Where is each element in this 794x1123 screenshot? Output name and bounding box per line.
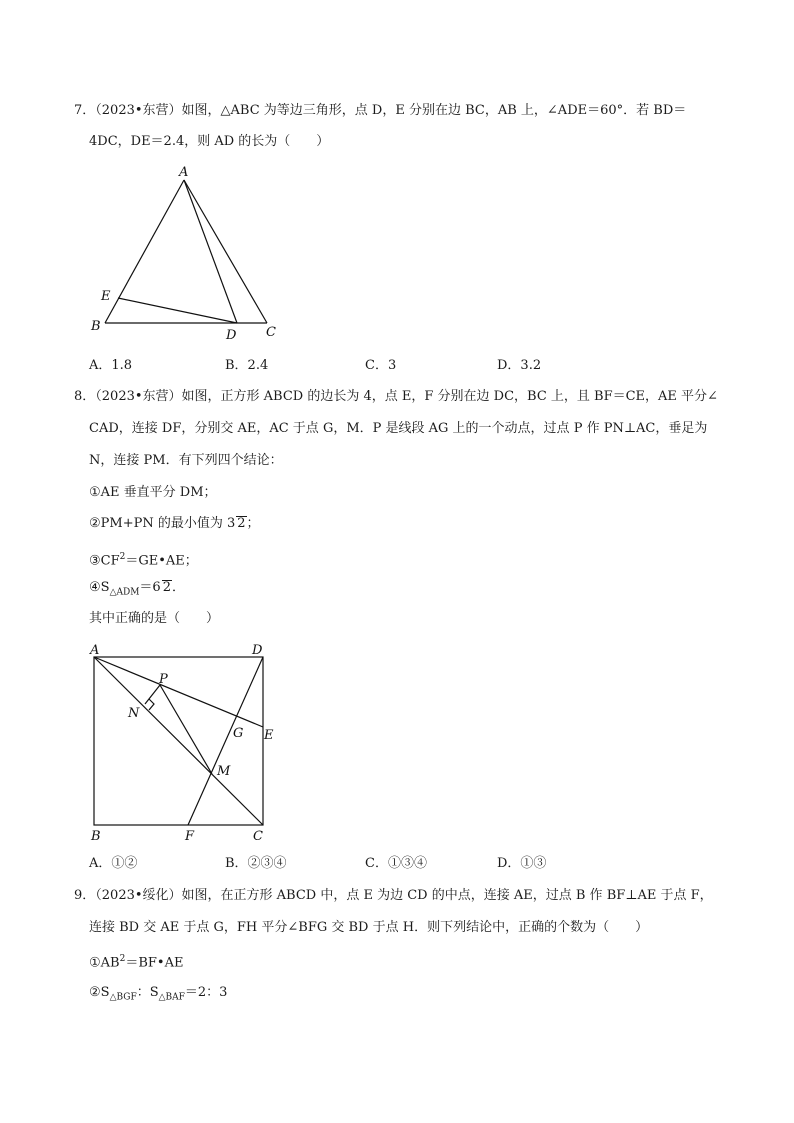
q9-text-line-1: 9．（2023•绥化）如图，在正方形 ABCD 中，点 E 为边 CD 的中点，连接 AE，过点 B 作 BF⊥AE 于点 F， [74,888,713,903]
q8-label-d: D [252,643,263,658]
q8-label-p: P [159,672,168,687]
q7-option-b[interactable]: B．2.4 [225,358,269,373]
q8-option-c[interactable]: C．①③④ [365,856,427,871]
q8-segment-pn [145,685,160,704]
q8-diagonal-ac [94,657,263,825]
q8-conclusion-3: $③CF^2=GE•AE$； [89,552,198,569]
q8-label-c: C [253,829,263,844]
q7-text-line-1: 7．（2023•东营）如图，△ABC 为等边三角形，点 D，E 分别在边 BC，AB 上，∠ADE＝60°．若 BD＝ [74,103,687,118]
q8-option-b[interactable]: B．②③④ [225,856,287,871]
q8-c2-radical: 2 [237,516,246,531]
q8-label-g: G [233,726,244,741]
q7-label-d: D [226,328,237,343]
q8-segment-pm [160,685,212,774]
q7-option-c[interactable]: C．3 [365,358,397,373]
q7-label-b: B [91,319,101,334]
q8-conclusion-4: $④S_{\triangle ADM}=6$ 2． [89,580,185,598]
q8-label-f: F [185,829,195,844]
q8-label-b: B [91,829,101,844]
q7-label-a: A [179,165,189,180]
q8-question-prompt: 其中正确的是（ ） [89,611,220,626]
q8-conclusion-1: ①AE 垂直平分 DM； [89,485,217,500]
q8-label-a: A [90,643,100,658]
q8-segment-df [188,657,263,825]
q8-label-m: M [217,764,231,779]
q8-option-d[interactable]: D．①③ [497,856,547,871]
q7-option-d[interactable]: D．3.2 [497,358,542,373]
q8-options [89,855,649,873]
q7-label-c: C [266,325,276,340]
q8-option-a[interactable]: A．①② [89,856,138,871]
q8-right-angle-mark [149,699,154,710]
q8-text-line-2: CAD，连接 DF，分别交 AE，AC 于点 G，M．P 是线段 AG 上的一个动点，过点 P 作 PN⊥AC，垂足为 [89,421,708,436]
q7-label-e: E [101,289,111,304]
q9-conclusion-1: $①AB^2=BF•AE$ [89,954,184,971]
q9-text-line-2: 连接 BD 交 AE 于点 G，FH 平分∠BFG 交 BD 于点 H．则下列结论中，正确的个数为（ ） [89,920,649,935]
q8-c4-radical: 2 [162,580,171,595]
q8-text-line-1: 8．（2023•东营）如图，正方形 ABCD 的边长为 4，点 E，F 分别在边 DC，BC 上，且 BF＝CE，AE 平分∠ [74,389,718,404]
q8-text-line-3: N，连接 PM．有下列四个结论： [89,453,283,468]
q7-option-a[interactable]: A．1.8 [89,358,133,373]
q8-label-n: N [128,706,140,721]
q8-conclusion-2: ②PM+PN 的最小值为 3 2； [89,516,260,531]
q7-text-line-2: 4DC，DE＝2.4，则 AD 的长为（ ） [89,134,330,149]
q9-conclusion-2: $②S_{\triangle BGF}$：$S_{\triangle BAF}=2$：3 [89,985,228,1003]
q8-label-e: E [264,728,274,743]
